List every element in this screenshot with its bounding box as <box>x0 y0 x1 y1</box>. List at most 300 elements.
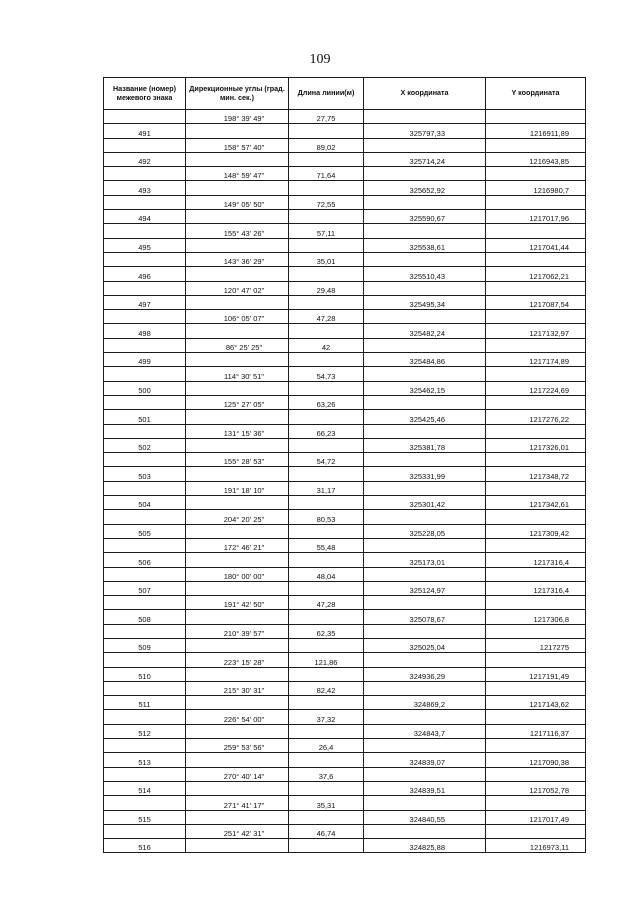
angle-cell: 251° 42' 31" <box>186 824 289 838</box>
x-coordinate-cell: 325173,01 <box>364 553 486 567</box>
x-coordinate-cell: 325482,24 <box>364 324 486 338</box>
x-coordinate-cell: 324839,07 <box>364 753 486 767</box>
length-cell <box>289 152 364 166</box>
length-cell <box>289 496 364 510</box>
point-cell <box>104 167 186 181</box>
y-coordinate-cell <box>486 281 586 295</box>
angle-cell: 172° 46' 21" <box>186 538 289 552</box>
table-row <box>104 653 586 667</box>
length-cell: 54,73 <box>289 367 364 381</box>
angle-cell: 259° 53' 56" <box>186 739 289 753</box>
length-cell <box>289 267 364 281</box>
length-cell <box>289 181 364 195</box>
x-coordinate-cell <box>364 424 486 438</box>
angle-cell <box>186 181 289 195</box>
x-coordinate-cell <box>364 681 486 695</box>
length-cell: 72,55 <box>289 195 364 209</box>
x-coordinate-cell <box>364 281 486 295</box>
angle-cell <box>186 210 289 224</box>
x-coordinate-cell: 325462,15 <box>364 381 486 395</box>
point-cell <box>104 510 186 524</box>
table-row <box>104 138 586 152</box>
table-row <box>104 824 586 838</box>
angle-cell: 210° 39' 57" <box>186 624 289 638</box>
angle-cell: 204° 20' 25" <box>186 510 289 524</box>
y-coordinate-cell: 1217309,42 <box>486 524 586 538</box>
length-cell <box>289 524 364 538</box>
point-cell: 499 <box>104 353 186 367</box>
table-row <box>104 638 586 652</box>
length-cell <box>289 581 364 595</box>
length-cell: 37,6 <box>289 767 364 781</box>
point-cell: 512 <box>104 724 186 738</box>
length-cell <box>289 410 364 424</box>
table-row <box>104 295 586 309</box>
x-coordinate-cell: 325228,05 <box>364 524 486 538</box>
point-cell <box>104 739 186 753</box>
angle-cell <box>186 839 289 853</box>
y-coordinate-cell: 1217052,78 <box>486 781 586 795</box>
length-cell <box>289 467 364 481</box>
length-cell: 46,74 <box>289 824 364 838</box>
table-row <box>104 210 586 224</box>
table-row <box>104 567 586 581</box>
table-row <box>104 839 586 853</box>
y-coordinate-cell <box>486 824 586 838</box>
length-cell: 29,48 <box>289 281 364 295</box>
table-row <box>104 453 586 467</box>
point-cell: 507 <box>104 581 186 595</box>
point-cell: 513 <box>104 753 186 767</box>
table-row <box>104 324 586 338</box>
x-coordinate-cell: 325590,67 <box>364 210 486 224</box>
table-row <box>104 395 586 409</box>
angle-cell <box>186 553 289 567</box>
x-coordinate-cell: 325495,34 <box>364 295 486 309</box>
x-coordinate-cell: 325538,61 <box>364 238 486 252</box>
angle-cell: 125° 27' 05" <box>186 395 289 409</box>
table-row <box>104 267 586 281</box>
length-cell <box>289 438 364 452</box>
point-cell <box>104 338 186 352</box>
x-coordinate-cell: 325425,46 <box>364 410 486 424</box>
y-coordinate-cell <box>486 167 586 181</box>
y-coordinate-cell: 1217132,97 <box>486 324 586 338</box>
point-cell <box>104 138 186 152</box>
x-coordinate-cell <box>364 510 486 524</box>
angle-cell: 149° 05' 50" <box>186 195 289 209</box>
table-row <box>104 596 586 610</box>
table-row <box>104 367 586 381</box>
table-row <box>104 438 586 452</box>
length-cell: 80,53 <box>289 510 364 524</box>
y-coordinate-cell <box>486 138 586 152</box>
table-row <box>104 124 586 138</box>
y-coordinate-cell: 1217041,44 <box>486 238 586 252</box>
angle-cell <box>186 524 289 538</box>
length-cell: 82,42 <box>289 681 364 695</box>
table-row <box>104 238 586 252</box>
x-coordinate-cell <box>364 567 486 581</box>
table-row <box>104 252 586 266</box>
x-coordinate-cell: 324840,55 <box>364 810 486 824</box>
angle-cell <box>186 496 289 510</box>
length-cell: 89,02 <box>289 138 364 152</box>
table-row <box>104 424 586 438</box>
y-coordinate-cell: 1217224,69 <box>486 381 586 395</box>
y-coordinate-cell <box>486 367 586 381</box>
y-coordinate-cell: 1217116,37 <box>486 724 586 738</box>
length-cell: 27,75 <box>289 110 364 124</box>
y-coordinate-cell: 1217090,38 <box>486 753 586 767</box>
angle-cell: 226° 54' 00" <box>186 710 289 724</box>
x-coordinate-cell: 325381,78 <box>364 438 486 452</box>
table-body <box>104 110 586 853</box>
y-coordinate-cell <box>486 395 586 409</box>
table-row <box>104 152 586 166</box>
point-cell <box>104 453 186 467</box>
length-cell: 48,04 <box>289 567 364 581</box>
header-x: X координата <box>364 78 486 110</box>
length-cell <box>289 781 364 795</box>
table-row <box>104 167 586 181</box>
point-cell <box>104 281 186 295</box>
angle-cell <box>186 581 289 595</box>
point-cell: 506 <box>104 553 186 567</box>
y-coordinate-cell: 1217087,54 <box>486 295 586 309</box>
angle-cell <box>186 781 289 795</box>
angle-cell: 198° 39' 49" <box>186 110 289 124</box>
length-cell <box>289 295 364 309</box>
y-coordinate-cell <box>486 195 586 209</box>
point-cell <box>104 424 186 438</box>
table-row <box>104 810 586 824</box>
x-coordinate-cell <box>364 596 486 610</box>
y-coordinate-cell: 1217276,22 <box>486 410 586 424</box>
point-cell <box>104 653 186 667</box>
x-coordinate-cell: 324825,88 <box>364 839 486 853</box>
x-coordinate-cell <box>364 710 486 724</box>
table-row <box>104 696 586 710</box>
point-cell <box>104 110 186 124</box>
angle-cell <box>186 410 289 424</box>
y-coordinate-cell: 1217191,49 <box>486 667 586 681</box>
table-row <box>104 796 586 810</box>
table-row <box>104 496 586 510</box>
angle-cell <box>186 238 289 252</box>
y-coordinate-cell: 1217275 <box>486 638 586 652</box>
length-cell: 37,32 <box>289 710 364 724</box>
x-coordinate-cell <box>364 310 486 324</box>
angle-cell: 215° 30' 31" <box>186 681 289 695</box>
x-coordinate-cell: 325301,42 <box>364 496 486 510</box>
y-coordinate-cell <box>486 481 586 495</box>
table-row <box>104 753 586 767</box>
length-cell <box>289 724 364 738</box>
angle-cell: 120° 47' 02" <box>186 281 289 295</box>
point-cell: 497 <box>104 295 186 309</box>
point-cell <box>104 681 186 695</box>
x-coordinate-cell <box>364 110 486 124</box>
point-cell <box>104 538 186 552</box>
angle-cell: 114° 30' 51" <box>186 367 289 381</box>
length-cell: 71,64 <box>289 167 364 181</box>
y-coordinate-cell: 1216973,11 <box>486 839 586 853</box>
y-coordinate-cell: 1216943,85 <box>486 152 586 166</box>
angle-cell <box>186 810 289 824</box>
x-coordinate-cell: 325025,04 <box>364 638 486 652</box>
length-cell: 54,72 <box>289 453 364 467</box>
y-coordinate-cell <box>486 453 586 467</box>
angle-cell <box>186 724 289 738</box>
angle-cell: 223° 15' 28" <box>186 653 289 667</box>
angle-cell <box>186 295 289 309</box>
length-cell: 62,35 <box>289 624 364 638</box>
x-coordinate-cell: 325484,86 <box>364 353 486 367</box>
y-coordinate-cell: 1217342,61 <box>486 496 586 510</box>
angle-cell: 158° 57' 40" <box>186 138 289 152</box>
point-cell <box>104 596 186 610</box>
length-cell <box>289 238 364 252</box>
page-number: 109 <box>309 52 331 67</box>
y-coordinate-cell: 1216911,89 <box>486 124 586 138</box>
table-row <box>104 524 586 538</box>
angle-cell: 148° 59' 47" <box>186 167 289 181</box>
point-cell: 510 <box>104 667 186 681</box>
table-row <box>104 281 586 295</box>
length-cell: 26,4 <box>289 739 364 753</box>
table-row <box>104 481 586 495</box>
y-coordinate-cell <box>486 338 586 352</box>
length-cell: 55,48 <box>289 538 364 552</box>
x-coordinate-cell: 325510,43 <box>364 267 486 281</box>
x-coordinate-cell: 324936,29 <box>364 667 486 681</box>
length-cell <box>289 696 364 710</box>
angle-cell <box>186 267 289 281</box>
table-row <box>104 538 586 552</box>
x-coordinate-cell <box>364 367 486 381</box>
angle-cell: 106° 05' 07" <box>186 310 289 324</box>
point-cell <box>104 310 186 324</box>
length-cell <box>289 210 364 224</box>
y-coordinate-cell: 1217326,01 <box>486 438 586 452</box>
x-coordinate-cell <box>364 481 486 495</box>
y-coordinate-cell <box>486 424 586 438</box>
length-cell <box>289 124 364 138</box>
point-cell <box>104 367 186 381</box>
length-cell <box>289 610 364 624</box>
x-coordinate-cell <box>364 739 486 753</box>
point-cell <box>104 796 186 810</box>
point-cell: 504 <box>104 496 186 510</box>
header-length: Длина линии(м) <box>289 78 364 110</box>
point-cell <box>104 395 186 409</box>
angle-cell <box>186 324 289 338</box>
x-coordinate-cell: 324843,7 <box>364 724 486 738</box>
table-header <box>104 78 586 110</box>
x-coordinate-cell: 325797,33 <box>364 124 486 138</box>
point-cell <box>104 624 186 638</box>
y-coordinate-cell: 1217017,96 <box>486 210 586 224</box>
length-cell <box>289 667 364 681</box>
y-coordinate-cell <box>486 224 586 238</box>
x-coordinate-cell: 324869,2 <box>364 696 486 710</box>
x-coordinate-cell <box>364 624 486 638</box>
point-cell <box>104 481 186 495</box>
length-cell: 121,86 <box>289 653 364 667</box>
point-cell <box>104 195 186 209</box>
x-coordinate-cell <box>364 796 486 810</box>
y-coordinate-cell <box>486 681 586 695</box>
table-row <box>104 667 586 681</box>
x-coordinate-cell: 325124,97 <box>364 581 486 595</box>
y-coordinate-cell: 1217348,72 <box>486 467 586 481</box>
length-cell <box>289 638 364 652</box>
point-cell: 516 <box>104 839 186 853</box>
x-coordinate-cell: 325078,67 <box>364 610 486 624</box>
point-cell: 505 <box>104 524 186 538</box>
point-cell: 514 <box>104 781 186 795</box>
x-coordinate-cell <box>364 195 486 209</box>
table-row <box>104 767 586 781</box>
length-cell <box>289 839 364 853</box>
length-cell: 66,23 <box>289 424 364 438</box>
table-row <box>104 710 586 724</box>
x-coordinate-cell: 325714,24 <box>364 152 486 166</box>
header-row <box>104 78 586 110</box>
point-cell: 492 <box>104 152 186 166</box>
angle-cell: 180° 00' 00" <box>186 567 289 581</box>
header-y: Y координата <box>486 78 586 110</box>
length-cell: 47,28 <box>289 310 364 324</box>
y-coordinate-cell <box>486 653 586 667</box>
angle-cell <box>186 124 289 138</box>
table-row <box>104 610 586 624</box>
header-point: Название (номер) межевого знака <box>104 78 186 110</box>
table-row <box>104 781 586 795</box>
table-row <box>104 553 586 567</box>
table-row <box>104 110 586 124</box>
coordinates-table <box>103 77 586 853</box>
y-coordinate-cell: 1217316,4 <box>486 553 586 567</box>
point-cell: 493 <box>104 181 186 195</box>
y-coordinate-cell <box>486 624 586 638</box>
table-row <box>104 353 586 367</box>
length-cell <box>289 324 364 338</box>
angle-cell <box>186 753 289 767</box>
y-coordinate-cell: 1216980,7 <box>486 181 586 195</box>
length-cell: 42 <box>289 338 364 352</box>
table-row <box>104 681 586 695</box>
length-cell <box>289 753 364 767</box>
length-cell: 35,01 <box>289 252 364 266</box>
x-coordinate-cell: 324839,51 <box>364 781 486 795</box>
point-cell: 495 <box>104 238 186 252</box>
x-coordinate-cell <box>364 252 486 266</box>
length-cell: 35,31 <box>289 796 364 810</box>
angle-cell: 143° 36' 29" <box>186 252 289 266</box>
length-cell <box>289 810 364 824</box>
y-coordinate-cell <box>486 538 586 552</box>
point-cell <box>104 567 186 581</box>
x-coordinate-cell <box>364 453 486 467</box>
table-row <box>104 410 586 424</box>
angle-cell <box>186 610 289 624</box>
point-cell <box>104 767 186 781</box>
angle-cell <box>186 638 289 652</box>
x-coordinate-cell <box>364 167 486 181</box>
angle-cell <box>186 667 289 681</box>
point-cell: 496 <box>104 267 186 281</box>
table-row <box>104 467 586 481</box>
y-coordinate-cell <box>486 310 586 324</box>
angle-cell: 86° 25' 25" <box>186 338 289 352</box>
length-cell: 63,26 <box>289 395 364 409</box>
point-cell: 501 <box>104 410 186 424</box>
point-cell: 515 <box>104 810 186 824</box>
point-cell: 502 <box>104 438 186 452</box>
table-row <box>104 338 586 352</box>
header-angle: Дирекционные углы (град. мин. сек.) <box>186 78 289 110</box>
point-cell: 500 <box>104 381 186 395</box>
y-coordinate-cell <box>486 739 586 753</box>
x-coordinate-cell <box>364 395 486 409</box>
table-row <box>104 739 586 753</box>
angle-cell: 191° 18' 10" <box>186 481 289 495</box>
length-cell: 47,28 <box>289 596 364 610</box>
table-row <box>104 581 586 595</box>
angle-cell <box>186 467 289 481</box>
x-coordinate-cell <box>364 767 486 781</box>
angle-cell: 131° 15' 36" <box>186 424 289 438</box>
point-cell: 509 <box>104 638 186 652</box>
angle-cell: 155° 28' 53" <box>186 453 289 467</box>
y-coordinate-cell <box>486 510 586 524</box>
x-coordinate-cell <box>364 824 486 838</box>
point-cell <box>104 252 186 266</box>
angle-cell <box>186 381 289 395</box>
x-coordinate-cell: 325331,99 <box>364 467 486 481</box>
angle-cell <box>186 152 289 166</box>
point-cell <box>104 824 186 838</box>
point-cell <box>104 224 186 238</box>
angle-cell <box>186 696 289 710</box>
table-row <box>104 195 586 209</box>
angle-cell <box>186 353 289 367</box>
angle-cell <box>186 438 289 452</box>
y-coordinate-cell <box>486 110 586 124</box>
length-cell: 57,11 <box>289 224 364 238</box>
point-cell: 508 <box>104 610 186 624</box>
length-cell <box>289 381 364 395</box>
angle-cell: 155° 43' 26" <box>186 224 289 238</box>
point-cell: 511 <box>104 696 186 710</box>
y-coordinate-cell <box>486 796 586 810</box>
point-cell: 494 <box>104 210 186 224</box>
point-cell: 503 <box>104 467 186 481</box>
point-cell: 498 <box>104 324 186 338</box>
y-coordinate-cell: 1217306,8 <box>486 610 586 624</box>
x-coordinate-cell <box>364 653 486 667</box>
table-row <box>104 510 586 524</box>
table-row <box>104 224 586 238</box>
x-coordinate-cell: 325652,92 <box>364 181 486 195</box>
x-coordinate-cell <box>364 538 486 552</box>
table-row <box>104 181 586 195</box>
y-coordinate-cell <box>486 710 586 724</box>
length-cell <box>289 553 364 567</box>
angle-cell: 270° 40' 14" <box>186 767 289 781</box>
